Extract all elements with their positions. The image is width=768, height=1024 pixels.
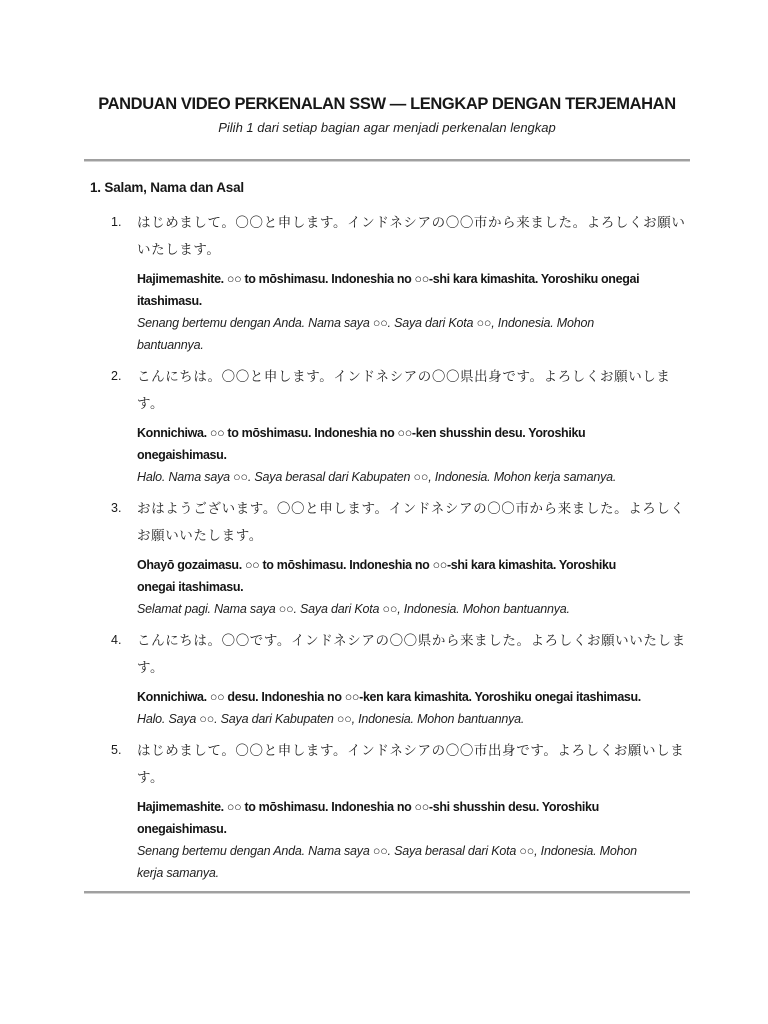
romaji-text-line: Konnichiwa. ○○ to mōshimasu. Indoneshia no ○○-ken shusshin desu. Yoroshiku [137,426,586,440]
item-body [137,363,690,488]
romaji-text-line: Hajimemashite. ○○ to mōshimasu. Indoneshia no ○○-shi shusshin desu. Yoroshiku [137,800,599,814]
japanese-text-line: こんにちは。〇〇です。インドネシアの〇〇県から来ました。よろしくお願いいたしま [137,633,686,648]
japanese-text [137,209,690,263]
translation-text-line: Halo. Saya ○○. Saya dari Kabupaten ○○, Indonesia. Mohon bantuannya. [137,712,525,726]
list-item [84,737,690,884]
item-body [137,495,690,620]
japanese-text [137,737,690,791]
translation-text [137,840,690,884]
romaji-text-line: Hajimemashite. ○○ to mōshimasu. Indoneshia no ○○-shi kara kimashita. Yoroshiku onegai [137,272,640,286]
list-item [84,363,690,488]
japanese-text-line: す。 [137,660,165,675]
romaji-text-line: itashimasu. [137,294,202,308]
item-body [137,209,690,356]
japanese-text [137,495,690,549]
translation-text-line: Senang bertemu dengan Anda. Nama saya ○○. Saya dari Kota ○○, Indonesia. Mohon [137,316,594,330]
translation-text [137,466,690,488]
item-number: 2. [111,369,122,383]
translation-text-line: Selamat pagi. Nama saya ○○. Saya dari Kota ○○, Indonesia. Mohon bantuannya. [137,602,570,616]
japanese-text-line: はじめまして。〇〇と申します。インドネシアの〇〇市出身です。よろしくお願いしま [137,743,685,758]
japanese-text [137,363,690,417]
romaji-text [137,268,690,312]
japanese-text-line: はじめまして。〇〇と申します。インドネシアの〇〇市から来ました。よろしくお願い [137,215,686,230]
divider-top [84,159,690,162]
page-subtitle: Pilih 1 dari setiap bagian agar menjadi perkenalan lengkap [218,120,556,135]
item-body [137,627,690,730]
translation-text-line: kerja samanya. [137,866,219,880]
japanese-text-line: す。 [137,396,165,411]
romaji-text-line: onegaishimasu. [137,448,227,462]
romaji-text-line: Ohayō gozaimasu. ○○ to mōshimasu. Indoneshia no ○○-shi kara kimashita. Yoroshiku [137,558,616,572]
japanese-text-line: いたします。 [137,242,221,257]
japanese-text [137,627,690,681]
japanese-text-line: す。 [137,770,165,785]
list-item [84,627,690,730]
japanese-text-line: お願いいたします。 [137,528,263,543]
item-number: 1. [111,215,122,229]
list-item [84,495,690,620]
item-number: 3. [111,501,122,515]
item-body [137,737,690,884]
romaji-text [137,554,690,598]
romaji-text [137,422,690,466]
translation-text-line: Halo. Nama saya ○○. Saya berasal dari Kabupaten ○○, Indonesia. Mohon kerja samanya. [137,470,617,484]
romaji-text-line: onegaishimasu. [137,822,227,836]
japanese-text-line: こんにちは。〇〇と申します。インドネシアの〇〇県出身です。よろしくお願いしま [137,369,671,384]
romaji-text [137,686,690,708]
translation-text [137,708,690,730]
phrase-list [84,209,690,884]
translation-text [137,598,690,620]
romaji-text [137,796,690,840]
romaji-text-line: onegai itashimasu. [137,580,244,594]
japanese-text-line: おはようございます。〇〇と申します。インドネシアの〇〇市から来ました。よろしく [137,501,685,516]
item-number: 4. [111,633,122,647]
list-item [84,209,690,356]
divider-bottom [84,891,690,894]
page-title: PANDUAN VIDEO PERKENALAN SSW — LENGKAP DENGAN TERJEMAHAN [98,95,676,113]
romaji-text-line: Konnichiwa. ○○ desu. Indoneshia no ○○-ken kara kimashita. Yoroshiku onegai itashimasu. [137,690,641,704]
translation-text-line: bantuannya. [137,338,204,352]
section-heading: 1. Salam, Nama dan Asal [90,180,244,195]
item-number: 5. [111,743,122,757]
translation-text [137,312,690,356]
translation-text-line: Senang bertemu dengan Anda. Nama saya ○○. Saya berasal dari Kota ○○, Indonesia. Mohon [137,844,637,858]
